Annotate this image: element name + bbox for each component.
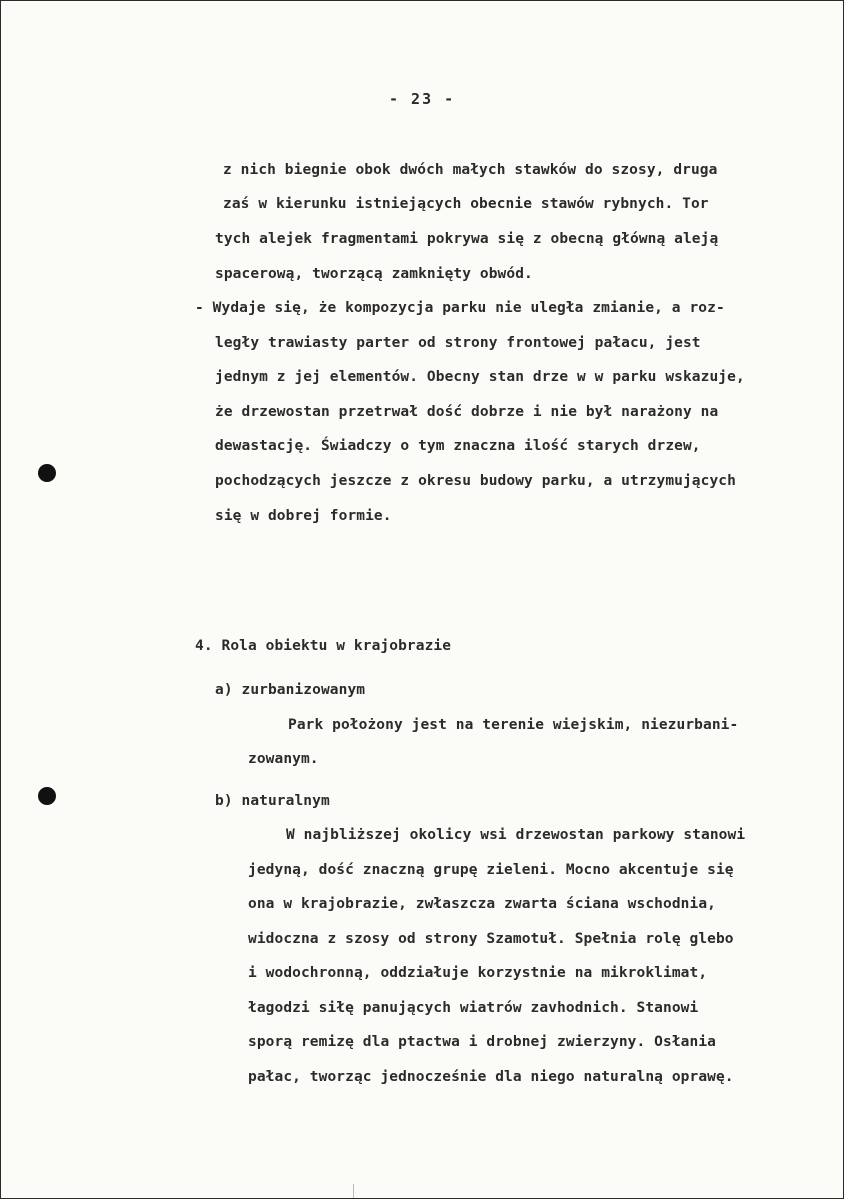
binder-hole: [38, 464, 56, 482]
text-line: pałac, tworząc jednocześnie dla niego naturalną oprawę.: [248, 1069, 734, 1085]
subsection-label: b) naturalnym: [215, 793, 330, 809]
subsection-label: a) zurbanizowanym: [215, 682, 366, 698]
text-line: zaś w kierunku istniejących obecnie stawów rybnych. Tor: [223, 196, 709, 212]
text-line: się w dobrej formie.: [215, 508, 392, 524]
text-line: tych alejek fragmentami pokrywa się z obecną główną aleją: [215, 231, 719, 247]
paper-mark: [353, 1184, 354, 1198]
binder-hole: [38, 787, 56, 805]
page-number: - 23 -: [389, 90, 456, 108]
text-line: sporą remizę dla ptactwa i drobnej zwierzyny. Osłania: [248, 1034, 716, 1050]
text-line: Park położony jest na terenie wiejskim, niezurbani-: [288, 717, 739, 733]
text-line: zowanym.: [248, 751, 319, 767]
text-line: W najbliższej okolicy wsi drzewostan parkowy stanowi: [286, 827, 746, 843]
text-line: i wodochronną, oddziałuje korzystnie na mikroklimat,: [248, 965, 708, 981]
text-line: ona w krajobrazie, zwłaszcza zwarta ściana wschodnia,: [248, 896, 716, 912]
text-line: z nich biegnie obok dwóch małych stawków do szosy, druga: [223, 162, 718, 178]
text-line: łagodzi siłę panujących wiatrów zavhodnich. Stanowi: [248, 1000, 699, 1016]
text-line: - Wydaje się, że kompozycja parku nie uległa zmianie, a roz-: [195, 300, 725, 316]
text-line: spacerową, tworzącą zamknięty obwód.: [215, 266, 533, 282]
section-heading: 4. Rola obiektu w krajobrazie: [195, 638, 452, 654]
text-line: jedyną, dość znaczną grupę zieleni. Mocno akcentuje się: [248, 862, 734, 878]
text-line: widoczna z szosy od strony Szamotuł. Spełnia rolę glebo: [248, 931, 734, 947]
text-line: że drzewostan przetrwał dość dobrze i nie był narażony na: [215, 404, 719, 420]
text-line: pochodzących jeszcze z okresu budowy parku, a utrzymujących: [215, 473, 736, 489]
text-line: legły trawiasty parter od strony frontowej pałacu, jest: [215, 335, 701, 351]
text-line: jednym z jej elementów. Obecny stan drze w w parku wskazuje,: [215, 369, 745, 385]
text-line: dewastację. Świadczy o tym znaczna ilość starych drzew,: [215, 438, 701, 454]
